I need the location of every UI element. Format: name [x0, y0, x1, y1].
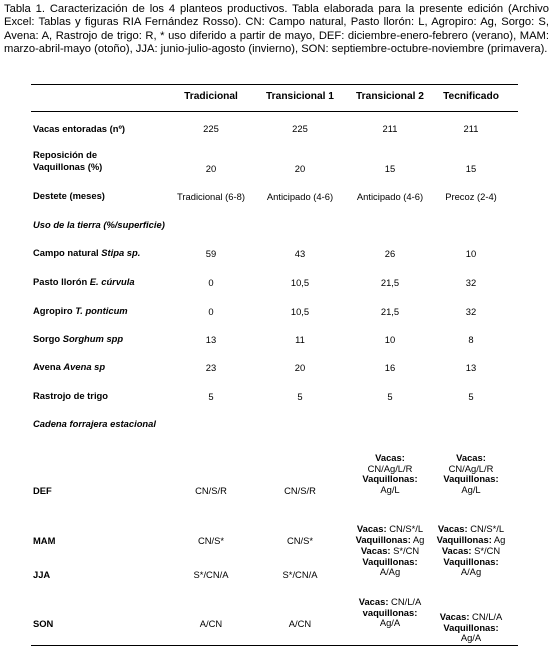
table-cell: 225 — [292, 123, 308, 134]
section-header-uso-de-la-tierra: Uso de la tierra (%/superficie) — [33, 219, 165, 230]
table-cell: CN/S/R — [284, 485, 316, 496]
table-cell: 20 — [294, 163, 306, 174]
row-label-avena: Avena Avena sp — [33, 361, 106, 372]
table-cell-def-tecnificado: Vacas: CN/Ag/L/R Vaquillonas: Ag/L — [443, 452, 499, 495]
table-cell: 5 — [208, 391, 214, 402]
table-cell: 211 — [382, 123, 398, 134]
table-cell: 8 — [468, 334, 474, 345]
table-top-rule — [31, 84, 518, 85]
table-cell: 13 — [465, 362, 477, 373]
table-cell: 10 — [465, 248, 477, 259]
table-header-rule — [31, 111, 518, 112]
table-cell: 13 — [205, 334, 217, 345]
row-label-pasto-lloron: Pasto llorón E. cúrvula — [33, 276, 135, 287]
table-cell: S*/CN/A — [282, 569, 318, 580]
table-cell: 0 — [208, 277, 214, 288]
row-label-sorgo: Sorgo Sorghum spp — [33, 333, 124, 344]
table-cell: 15 — [384, 163, 396, 174]
row-label-jja: JJA — [33, 569, 51, 580]
table-cell: 5 — [387, 391, 393, 402]
row-label-agropiro: Agropiro T. ponticum — [33, 305, 128, 316]
table-cell: CN/S* — [197, 535, 225, 546]
table-cell-jja-tecnificado: Vacas: S*/CN Vaquillonas: A/Ag — [441, 545, 501, 578]
row-label-def: DEF — [33, 485, 52, 496]
row-label-campo-natural: Campo natural Stipa sp. — [33, 247, 141, 258]
table-cell: 20 — [294, 362, 306, 373]
table-cell: 32 — [465, 306, 477, 317]
table-cell: S*/CN/A — [193, 569, 229, 580]
table-cell-mam-tecnificado-vacas: Vacas: CN/S*/L — [437, 523, 505, 534]
table-cell-son-transicional-2: Vacas: CN/L/A vaquillonas: Ag/A — [358, 596, 422, 629]
table-cell: 23 — [205, 362, 217, 373]
row-label-reposicion-line-1: Reposición de — [33, 149, 98, 160]
row-label-son: SON — [33, 618, 54, 629]
table-cell: 225 — [203, 123, 219, 134]
table-cell: Tradicional (6-8) — [177, 191, 245, 202]
table-cell: 21,5 — [380, 306, 400, 317]
row-label-destete: Destete (meses) — [33, 190, 105, 201]
table-cell: CN/S* — [286, 535, 314, 546]
table-cell-son-tecnificado: Vacas: CN/L/A Vaquillonas: Ag/A — [439, 611, 503, 644]
table-cell-mam-transicional-2-vaquillonas: Vaquillonas: Ag — [355, 534, 425, 545]
table-cell-mam-transicional-2-vacas: Vacas: CN/S*/L — [356, 523, 424, 534]
table-cell: 16 — [384, 362, 396, 373]
table-cell-mam-tecnificado-vaquillonas: Vaquillonas: Ag — [436, 534, 506, 545]
table-cell: 32 — [465, 277, 477, 288]
section-header-cadena-forrajera: Cadena forrajera estacional — [33, 418, 156, 429]
column-header-tradicional: Tradicional — [184, 91, 238, 102]
table-cell: 20 — [205, 163, 217, 174]
table-bottom-rule — [31, 645, 518, 646]
column-header-transicional-2: Transicional 2 — [356, 91, 424, 102]
table-cell-jja-transicional-2: Vacas: S*/CN Vaquillonas: A/Ag — [360, 545, 420, 578]
table-cell: 5 — [468, 391, 474, 402]
row-label-reposicion-line-2: Vaquillonas (%) — [33, 161, 103, 172]
row-label-vacas-entoradas: Vacas entoradas (nº) — [33, 123, 126, 134]
table-cell: Anticipado (4-6) — [356, 191, 424, 202]
table-cell: Anticipado (4-6) — [266, 191, 334, 202]
table-cell: 0 — [208, 306, 214, 317]
table-cell-def-transicional-2: Vacas: CN/Ag/L/R Vaquillonas: Ag/L — [362, 452, 418, 495]
table-cell: 10,5 — [290, 306, 310, 317]
table-cell: 10,5 — [290, 277, 310, 288]
table-cell: A/CN — [288, 618, 312, 629]
table-cell: 59 — [205, 248, 217, 259]
table-cell: 15 — [465, 163, 477, 174]
table-cell: 211 — [463, 123, 479, 134]
row-label-mam: MAM — [33, 535, 56, 546]
table-cell: 10 — [384, 334, 396, 345]
table-cell: Precoz (2-4) — [445, 191, 497, 202]
table-cell: A/CN — [199, 618, 223, 629]
table-cell: 21,5 — [380, 277, 400, 288]
table-cell: 26 — [384, 248, 396, 259]
table-cell: 5 — [297, 391, 303, 402]
column-header-tecnificado: Tecnificado — [443, 91, 499, 102]
table-cell: CN/S/R — [195, 485, 227, 496]
table-caption: Tabla 1. Caracterización de los 4 planteos productivos. Tabla elaborada para la presente edición (Archivo Excel: Tablas y figuras RIA Fernández Rosso). CN: Campo natural, Pasto llorón: L, Agropiro: Ag, Sorgo: S, Avena: A, Rastrojo de trigo: R, * uso diferido a partir de mayo, DEF: diciembre-enero-febrero (verano), MAM: marzo-abril-mayo (otoño), JJA: junio-julio-agosto (invierno), SON: septiembre-octubre-noviembre (primavera). — [4, 3, 549, 56]
row-label-rastrojo-de-trigo: Rastrojo de trigo — [33, 390, 109, 401]
table-cell: 43 — [294, 248, 306, 259]
table-cell: 11 — [295, 334, 305, 345]
column-header-transicional-1: Transicional 1 — [266, 91, 334, 102]
